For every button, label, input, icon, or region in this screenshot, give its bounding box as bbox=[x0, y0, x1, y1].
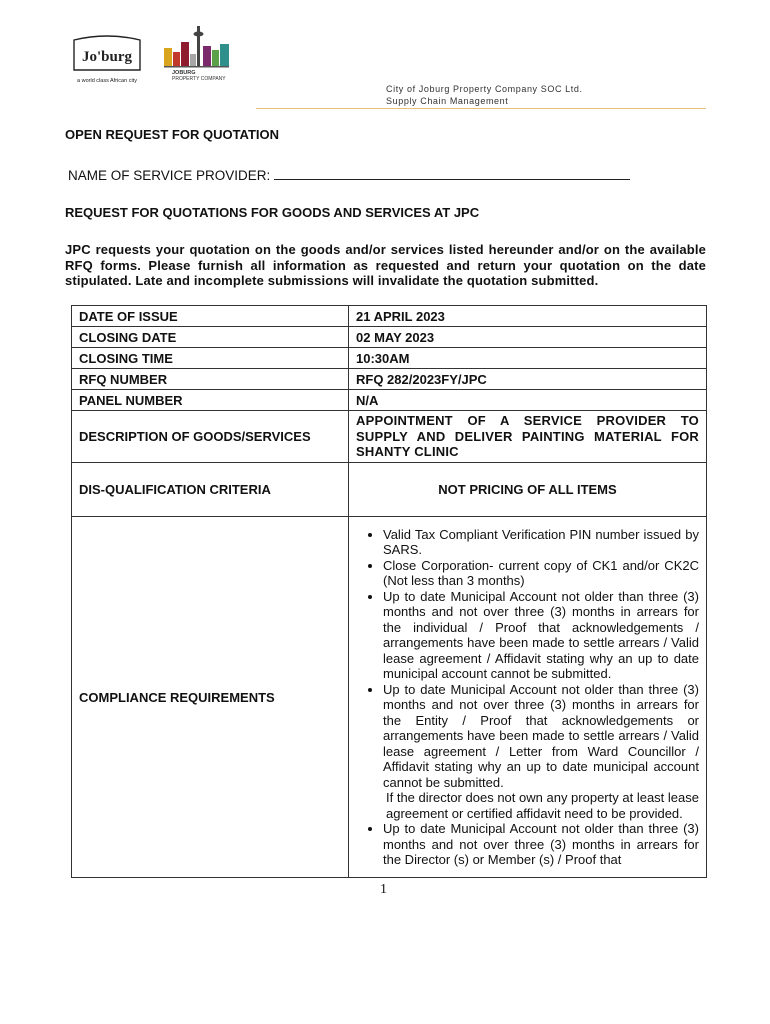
table-row bbox=[72, 369, 707, 390]
rfq-details-table bbox=[71, 305, 707, 878]
jpc-logo bbox=[160, 24, 240, 82]
compliance-list-continued bbox=[356, 821, 699, 868]
provider-field bbox=[68, 167, 630, 183]
joburg-logo-text: Jo'burg bbox=[81, 49, 133, 65]
list-item: • Valid Tax Compliant Verification PIN number issued by SARS. bbox=[383, 527, 699, 558]
description-value: APPOINTMENT OF A SERVICE PROVIDER TO SUPPLY AND DELIVER PAINTING MATERIAL FOR SHANTY CLINIC bbox=[349, 411, 707, 463]
header-rule bbox=[256, 108, 706, 109]
compliance-cell bbox=[349, 517, 707, 878]
panel-number-label: PANEL NUMBER bbox=[72, 390, 349, 411]
table-row bbox=[72, 517, 707, 878]
compliance-note: If the director does not own any property at least lease agreement or certified affidavit need to be provided. bbox=[386, 790, 699, 821]
intro-paragraph: JPC requests your quotation on the goods and/or services listed hereunder and/or on the available RFQ forms. Please furnish all information as requested and return your quotation on the date stipulated. Late and incomplete submissions will invalidate the quotation submitted. bbox=[65, 242, 706, 288]
jpc-logo-line1: JOBURG bbox=[172, 70, 196, 76]
list-item: • Up to date Municipal Account not older than three (3) months and not over three (3) months in arrears for the Entity / Proof that acknowledgements or arrangements have been made to settle arrears / Valid lease agreement / Letter from Ward Councillor / Affidavit stating why an up to date municipal account cannot be submitted. bbox=[383, 682, 699, 791]
date-of-issue-value: 21 APRIL 2023 bbox=[349, 306, 707, 327]
department-name: Supply Chain Management bbox=[386, 96, 509, 106]
joburg-logo bbox=[62, 28, 152, 88]
jpc-logo-line2: PROPERTY COMPANY bbox=[172, 76, 226, 82]
rfq-number-value: RFQ 282/2023FY/JPC bbox=[349, 369, 707, 390]
rfq-heading: REQUEST FOR QUOTATIONS FOR GOODS AND SERVICES AT JPC bbox=[65, 205, 480, 220]
joburg-tagline: a world class African city bbox=[77, 78, 137, 84]
list-item: • Up to date Municipal Account not older than three (3) months and not over three (3) months in arrears for the individual / Proof that acknowledgements / arrangements have been made to settle arrears / Valid lease agreement / Affidavit stating why an up to date municipal account cannot be submitted. bbox=[383, 589, 699, 682]
rfq-number-label: RFQ NUMBER bbox=[72, 369, 349, 390]
table-row bbox=[72, 411, 707, 463]
closing-time-label: CLOSING TIME bbox=[72, 348, 349, 369]
disqualification-label: DIS-QUALIFICATION CRITERIA bbox=[72, 463, 349, 517]
date-of-issue-label: DATE OF ISSUE bbox=[72, 306, 349, 327]
table-row bbox=[72, 463, 707, 517]
provider-label: NAME OF SERVICE PROVIDER: bbox=[68, 168, 271, 183]
compliance-label: COMPLIANCE REQUIREMENTS bbox=[72, 517, 349, 878]
provider-blank-line bbox=[274, 167, 630, 180]
compliance-list bbox=[356, 527, 699, 791]
company-info bbox=[386, 83, 583, 107]
table-row bbox=[72, 348, 707, 369]
description-label: DESCRIPTION OF GOODS/SERVICES bbox=[72, 411, 349, 463]
closing-date-value: 02 MAY 2023 bbox=[349, 327, 707, 348]
list-item: • Up to date Municipal Account not older than three (3) months and not over three (3) months in arrears for the Director (s) or Member (s) / Proof that bbox=[383, 821, 699, 868]
table-row bbox=[72, 327, 707, 348]
document-title: OPEN REQUEST FOR QUOTATION bbox=[65, 127, 280, 142]
disqualification-value: NOT PRICING OF ALL ITEMS bbox=[349, 463, 707, 517]
table-row bbox=[72, 390, 707, 411]
closing-date-label: CLOSING DATE bbox=[72, 327, 349, 348]
company-name: City of Joburg Property Company SOC Ltd. bbox=[386, 84, 583, 94]
closing-time-value: 10:30AM bbox=[349, 348, 707, 369]
list-item: • Close Corporation- current copy of CK1 and/or CK2C (Not less than 3 months) bbox=[383, 558, 699, 589]
compliance-note-wrap bbox=[356, 790, 699, 821]
table-row bbox=[72, 306, 707, 327]
page-number: 1 bbox=[380, 882, 387, 897]
panel-number-value: N/A bbox=[349, 390, 707, 411]
